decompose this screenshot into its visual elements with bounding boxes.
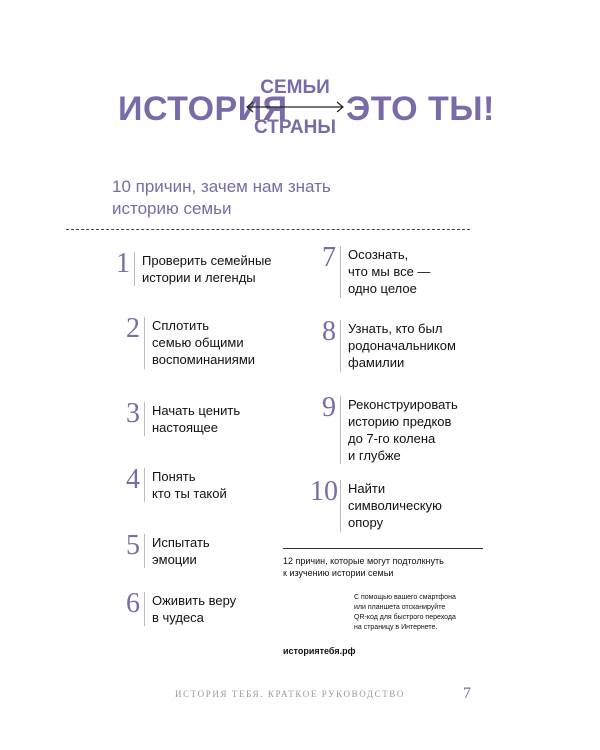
header-country: СТРАНЫ	[254, 117, 336, 138]
reason-number: 4	[126, 464, 140, 495]
reason-number: 1	[116, 248, 130, 279]
reason-number: 3	[126, 398, 140, 429]
dashed-divider	[66, 229, 470, 230]
reason-number: 2	[126, 313, 140, 344]
reason-divider	[134, 252, 135, 286]
reason-text: Понять кто ты такой	[152, 469, 227, 501]
reason-number: 7	[322, 242, 336, 273]
reason-number: 10	[310, 476, 338, 507]
section-subtitle: 10 причин, зачем нам знать историю семьи	[112, 177, 331, 218]
qr-note-text: С помощью вашего смартфона или планшета отсканируйте QR-код для быстрого перехода на страницу в Интернете.	[354, 594, 456, 631]
reason-text: Реконструировать историю предков до 7-го колена и глубже	[348, 397, 458, 463]
reason-number: 9	[322, 392, 336, 423]
header-family: СЕМЬИ	[260, 77, 330, 98]
reason-number: 6	[126, 588, 140, 619]
reason-text: Сплотить семью общими воспоминаниями	[152, 318, 256, 367]
reason-text: Начать ценить настоящее	[152, 403, 241, 435]
reason-divider	[340, 396, 341, 464]
reason-divider	[144, 468, 145, 502]
double-arrow-icon	[244, 100, 346, 114]
reason-divider	[340, 320, 341, 372]
reason-text: Узнать, кто был родоначальником фамилии	[348, 321, 456, 370]
running-footer: ИСТОРИЯ ТЕБЯ. КРАТКОЕ РУКОВОДСТВО	[174, 689, 406, 699]
reason-divider	[144, 317, 145, 369]
header-history: ИСТОРИЯ	[118, 90, 288, 128]
page-number: 7	[463, 685, 471, 702]
reason-text: Осознать, что мы все — одно целое	[348, 247, 431, 296]
qr-note-title: 12 причин, которые могут подтолкнуть к изучению истории семьи	[283, 548, 483, 579]
website-link[interactable]: историятебя.рф	[283, 646, 356, 656]
reason-number: 8	[322, 316, 336, 347]
reason-text: Найти символическую опору	[348, 481, 442, 530]
reason-text: Проверить семейные истории и легенды	[142, 253, 272, 285]
reason-text: Оживить веру в чудеса	[152, 593, 237, 625]
reason-text: Испытать эмоции	[152, 535, 210, 567]
header-its-you: ЭТО ТЫ!	[346, 90, 495, 128]
reason-divider	[144, 534, 145, 568]
reason-divider	[340, 480, 341, 532]
reason-divider	[340, 246, 341, 298]
reason-number: 5	[126, 530, 140, 561]
reason-divider	[144, 592, 145, 626]
reason-divider	[144, 402, 145, 436]
